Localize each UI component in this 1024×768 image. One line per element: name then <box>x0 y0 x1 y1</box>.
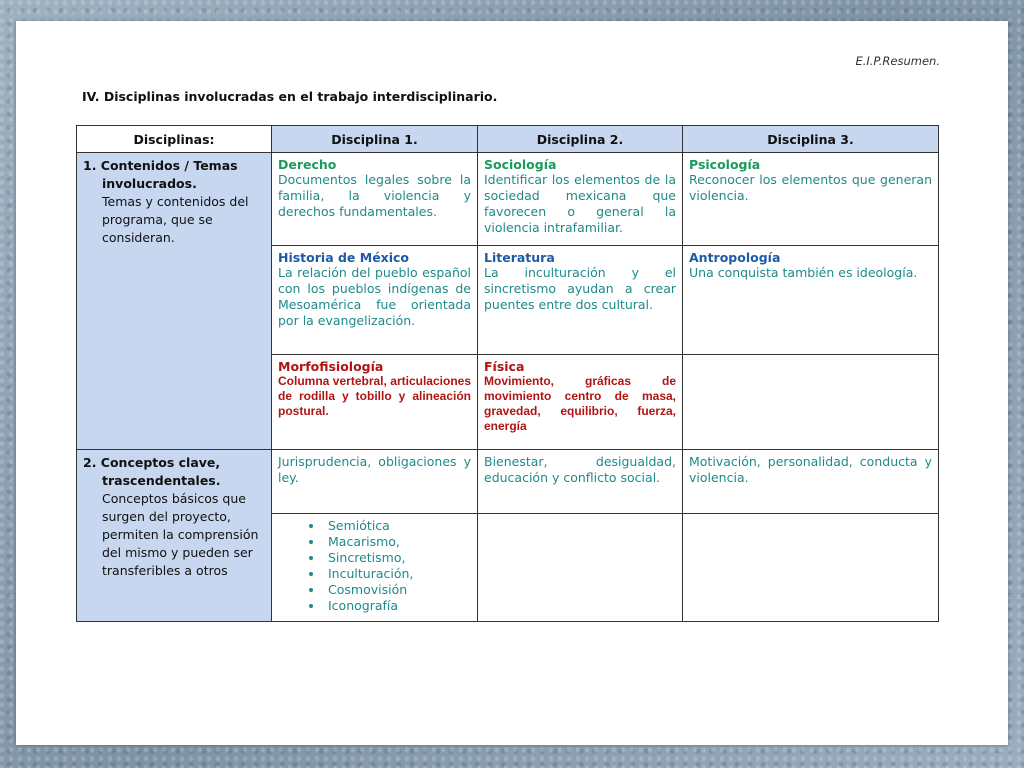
cell-body: Documentos legales sobre la familia, la violencia y derechos fundamentales. <box>278 172 471 219</box>
cell-psicologia <box>683 153 939 246</box>
cell-body: Una conquista también es ideología. <box>689 265 918 280</box>
cell-morfofisiologia <box>272 355 478 450</box>
cell-sociologia <box>478 153 683 246</box>
cell-antropologia <box>683 246 939 355</box>
cell-body: Bienestar, desigualdad, educación y conflicto social. <box>484 454 676 485</box>
cell-derecho <box>272 153 478 246</box>
list-item: • Macarismo, <box>324 534 471 550</box>
header-disciplinas: Disciplinas: <box>77 126 272 153</box>
cell-concepts-list <box>272 514 478 622</box>
header-disciplina-2: Disciplina 2. <box>478 126 683 153</box>
cell-title: Física <box>484 359 525 374</box>
row-label-lead2: trascendentales. <box>102 473 221 488</box>
header-disciplina-3: Disciplina 3. <box>683 126 939 153</box>
cell-body: Movimiento, gráficas de movimiento centro de masa, gravedad, equilibrio, fuerza, energía <box>484 374 676 433</box>
cell-literatura <box>478 246 683 355</box>
list-item: • Semiótica <box>324 518 471 534</box>
row-label-desc: Conceptos básicos que surgen del proyecto, permiten la comprensión del mismo y pueden ser transferibles a otros <box>102 491 259 578</box>
disciplines-table <box>76 125 939 622</box>
row-label-desc: Temas y contenidos del programa, que se consideran. <box>102 194 249 245</box>
cell-title: Derecho <box>278 157 337 172</box>
cell-empty <box>478 514 683 622</box>
cell-concepts-2 <box>478 450 683 514</box>
row-label-lead2: involucrados. <box>102 176 197 191</box>
header-note: E.I.P.Resumen. <box>855 54 940 68</box>
cell-body: Identificar los elementos de la sociedad mexicana que favorecen o general la violencia intrafamiliar. <box>484 172 676 235</box>
slide-page <box>16 21 1008 745</box>
cell-body: Reconocer los elementos que generan violencia. <box>689 172 932 203</box>
cell-title: Psicología <box>689 157 761 172</box>
row-label-contenidos <box>77 153 272 450</box>
table-header-row <box>77 126 939 153</box>
row-label-lead: 2. Conceptos clave, <box>83 455 221 470</box>
cell-title: Historia de México <box>278 250 410 265</box>
page-title: IV. Disciplinas involucradas en el trabajo interdisciplinario. <box>82 89 498 104</box>
cell-body: Columna vertebral, articulaciones de rodilla y tobillo y alineación postural. <box>278 374 471 418</box>
cell-fisica <box>478 355 683 450</box>
list-item: • Sincretismo, <box>324 550 471 566</box>
cell-title: Morfofisiología <box>278 359 384 374</box>
list-item: • Inculturación, <box>324 566 471 582</box>
cell-body: Motivación, personalidad, conducta y violencia. <box>689 454 932 485</box>
header-disciplina-1: Disciplina 1. <box>272 126 478 153</box>
cell-empty <box>683 355 939 450</box>
list-item: • Iconografía <box>324 598 471 614</box>
concepts-list <box>278 518 471 614</box>
cell-title: Sociología <box>484 157 557 172</box>
list-item: • Cosmovisión <box>324 582 471 598</box>
cell-concepts-1 <box>272 450 478 514</box>
row-label-conceptos <box>77 450 272 622</box>
table-row <box>77 153 939 246</box>
cell-concepts-3 <box>683 450 939 514</box>
cell-title: Antropología <box>689 250 781 265</box>
row-label-lead: 1. Contenidos / Temas <box>83 158 238 173</box>
cell-empty <box>683 514 939 622</box>
cell-body: La inculturación y el sincretismo ayudan a crear puentes entre dos cultural. <box>484 265 676 312</box>
cell-title: Literatura <box>484 250 555 265</box>
cell-body: Jurisprudencia, obligaciones y ley. <box>278 454 471 485</box>
cell-body: La relación del pueblo español con los pueblos indígenas de Mesoamérica fue orientada por la evangelización. <box>278 265 471 328</box>
cell-historia <box>272 246 478 355</box>
table-row <box>77 450 939 514</box>
